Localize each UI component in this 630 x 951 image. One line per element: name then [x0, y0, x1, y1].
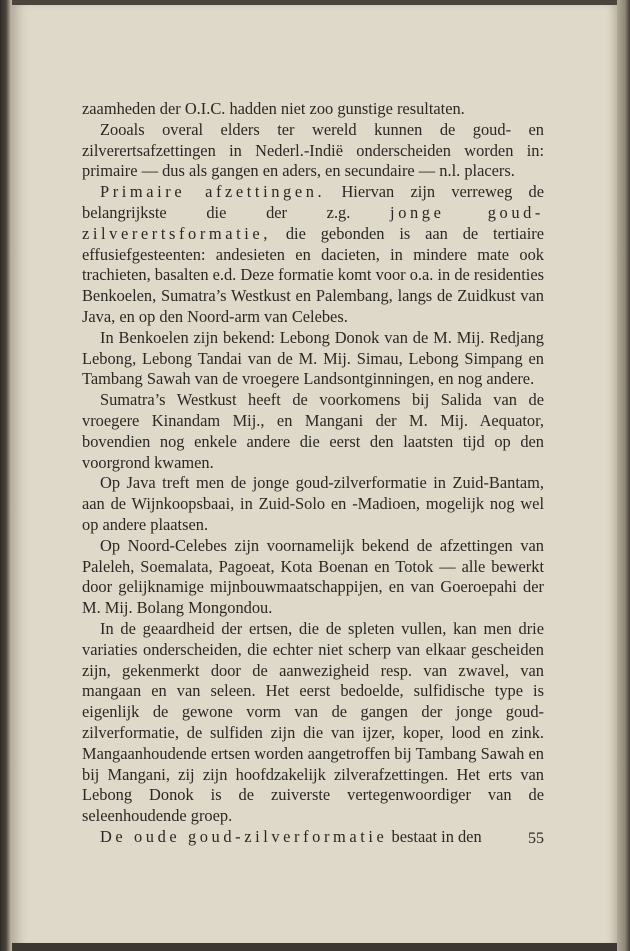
paragraph: [82, 827, 544, 848]
paragraph-text: Sumatra’s Westkust heeft de voorkomens bij Salida van de vroegere Kinandam Mij., en Mangani der M. Mij. Aequator, bovendien nog enkele andere die eerst den laatsten tijd op den voorgrond kwamen.: [82, 390, 544, 472]
paragraph-text: zaamheden der O.I.C. hadden niet zoo gunstige resultaten.: [82, 99, 465, 118]
paragraph-text: Op Noord-Celebes zijn voornamelijk bekend de afzettingen van Paleleh, Soemalata, Pagoeat, Kota Boenan en Totok — alle bewerkt door gelijknamige mijnbouwmaatschappijen, en van Goeroepahi der M. Mij. Bolang Mongondou.: [82, 535, 544, 618]
bottom-page-edge: [12, 943, 617, 951]
paragraph-text: Hiervan zijn verreweg de belangrijkste die der z.g.: [82, 182, 545, 222]
spaced-heading-text: De oude goud-zilverformatie: [100, 826, 388, 846]
paragraph: [82, 120, 544, 182]
paragraph-text: In Benkoelen zijn bekend: Lebong Donok van de M. Mij. Redjang Lebong, Lebong Tandai van de M. Mij. Simau, Lebong Simpang en Tambang Sawah van de vroegere Landsontginningen, en nog andere.: [82, 327, 544, 389]
paragraph: [82, 99, 544, 120]
paragraph-text: Zooals overal elders ter wereld kunnen de goud- en zilverertsafzettingen in Nederl.-Indië onderscheiden worden in: primaire — dus als gangen en aders, en secundaire — n.l. placers.: [82, 119, 544, 181]
paragraph: [82, 390, 544, 473]
paragraph: [82, 473, 544, 535]
paragraph: [82, 536, 544, 619]
paragraph-text: bestaat in den: [387, 826, 482, 846]
top-page-edge: [12, 0, 617, 5]
page-number: 55: [528, 830, 544, 847]
spaced-heading-text: jonge goud-zilverertsformatie,: [82, 202, 544, 243]
paragraph: [82, 182, 544, 328]
book-page: [12, 0, 617, 951]
paragraph-text: In de geaardheid der ertsen, die de spleten vullen, kan men drie variaties onderscheiden, die echter niet scherp van elkaar gescheiden zijn, gekenmerkt door de aanwezigheid resp. van zwavel, van mangaan en van seleen. Het eerst bedoelde, sulfidische type is eigenlijk de gewone vorm van de gangen der jonge goud-zilverformatie, de sulfiden zijn die van ijzer, koper, lood en zink. Mangaanhoudende ertsen worden aangetroffen bij Tambang Sawah en bij Mangani, zij zijn hoofdzakelijk zilverafzettingen. Het erts van Lebong Donok is de zuiverste vertegenwoordiger van de seleenhoudende groep.: [82, 618, 544, 826]
spaced-heading-text: Primaire afzettingen.: [100, 182, 326, 202]
paragraph: [82, 619, 544, 827]
paragraph-text: die gebonden is aan de tertiaire effusiefgesteenten: andesieten en dacieten, in mindere mate ook trachieten, basalten e.d. Deze formatie komt voor o.a. in de residenties Benkoelen, Sumatra’s Westkust en Palembang, langs de Zuidkust van Java, en op den Noord-arm van Celebes.: [82, 223, 544, 326]
paragraph-text: Op Java treft men de jonge goud-zilverformatie in Zuid-Bantam, aan de Wijnkoopsbaai, in Zuid-Solo en -Madioen, mogelijk nog wel op andere plaatsen.: [82, 473, 544, 534]
body-text: [82, 99, 544, 848]
paragraph: [82, 328, 544, 390]
